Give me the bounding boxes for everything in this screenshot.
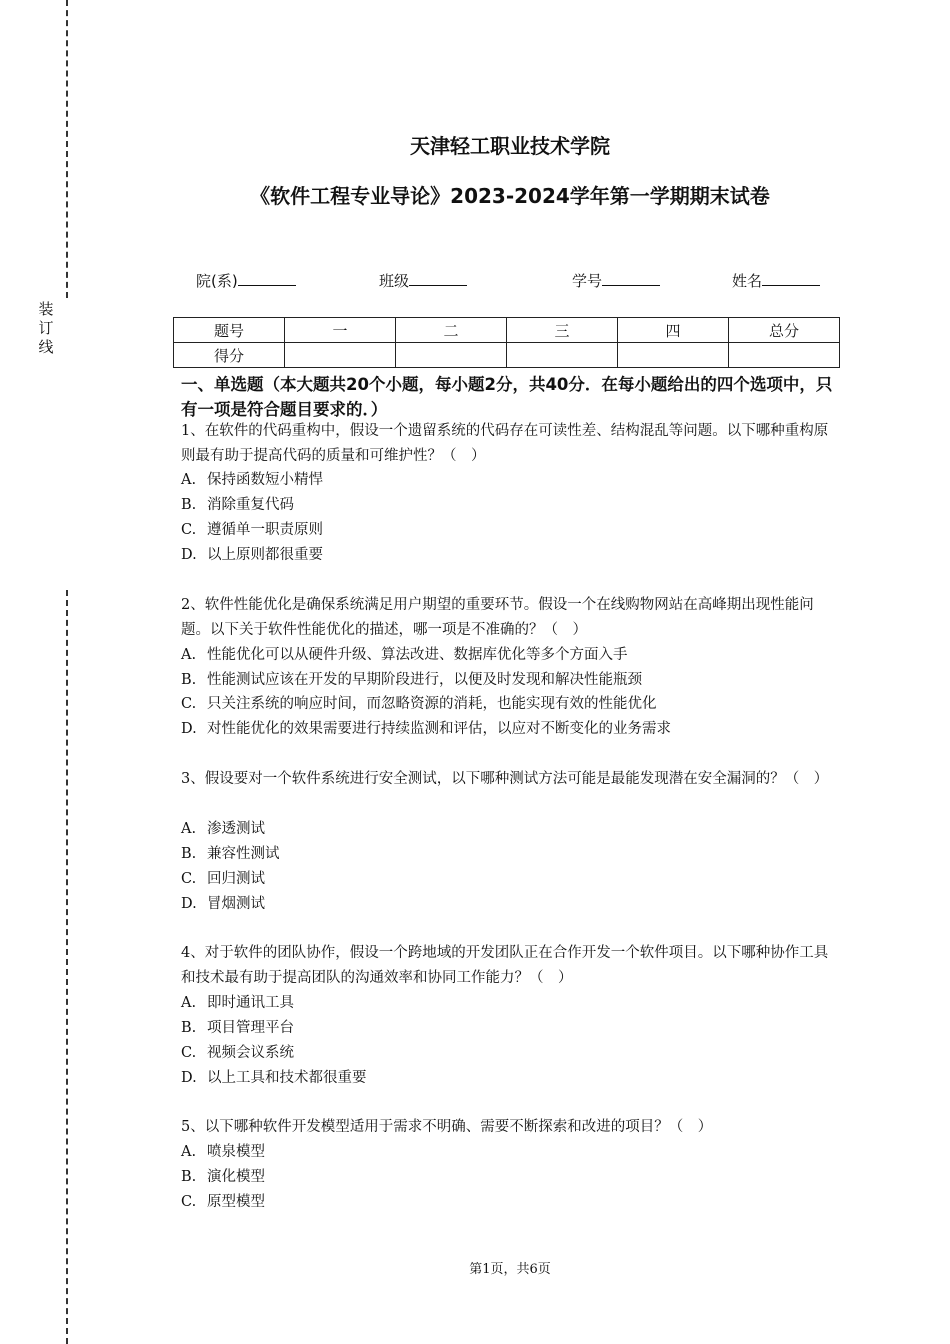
score-table	[173, 317, 840, 368]
section-heading: 一、单选题（本大题共20个小题，每小题2分，共40分．在每小题给出的四个选项中，只有一项是符合题目要求的．）	[181, 375, 833, 419]
school-title: 天津轻工职业技术学院	[410, 134, 610, 158]
binding-label	[36, 300, 56, 357]
class-blank[interactable]	[409, 271, 467, 286]
option[interactable]	[181, 842, 280, 867]
option-letter: B.	[181, 672, 197, 688]
option[interactable]	[181, 991, 294, 1016]
option-text: 渗透测试	[207, 821, 265, 837]
score-cell: 得分	[174, 343, 285, 368]
option-letter: D.	[181, 721, 197, 737]
option-letter: B.	[181, 1020, 197, 1036]
option[interactable]	[181, 468, 323, 493]
option[interactable]	[181, 717, 671, 742]
option-letter: B.	[181, 1169, 197, 1185]
class-label: 班级	[379, 272, 410, 290]
department-blank[interactable]	[238, 271, 296, 286]
score-table-header-row	[174, 318, 840, 343]
option-text: 只关注系统的响应时间，而忽略资源的消耗，也能实现有效的性能优化	[207, 696, 657, 712]
option[interactable]	[181, 1140, 265, 1165]
option-letter: C.	[181, 1045, 197, 1061]
option-text: 原型模型	[207, 1194, 265, 1210]
binding-char: 装	[38, 300, 54, 318]
score-cell: 一	[285, 318, 396, 343]
option-letter: C.	[181, 696, 197, 712]
option[interactable]	[181, 668, 642, 693]
name-blank[interactable]	[762, 271, 820, 286]
option[interactable]	[181, 643, 628, 668]
binding-line-bottom	[66, 590, 68, 1344]
option[interactable]	[181, 1016, 294, 1041]
binding-char: 订	[38, 319, 54, 337]
score-cell: 二	[396, 318, 507, 343]
option-letter: A.	[181, 995, 197, 1011]
option-text: 对性能优化的效果需要进行持续监测和评估，以应对不断变化的业务需求	[207, 721, 671, 737]
option-letter: A.	[181, 472, 197, 488]
option-text: 遵循单一职责原则	[207, 522, 323, 538]
option-letter: C.	[181, 871, 197, 887]
student-id-blank[interactable]	[602, 271, 660, 286]
option[interactable]	[181, 518, 323, 543]
option[interactable]	[181, 692, 657, 717]
question-text: 1、在软件的代码重构中，假设一个遗留系统的代码存在可读性差、结构混乱等问题。以下哪种重构原则最有助于提高代码的质量和可维护性？（ ）	[181, 423, 829, 464]
score-cell[interactable]	[285, 343, 396, 368]
option[interactable]	[181, 867, 265, 892]
option[interactable]	[181, 1165, 265, 1190]
option-text: 以上原则都很重要	[207, 547, 323, 563]
student-id-label: 学号	[572, 272, 603, 290]
option-letter: D.	[181, 547, 197, 563]
option-text: 消除重复代码	[207, 497, 294, 513]
score-cell[interactable]	[618, 343, 729, 368]
option-letter: B.	[181, 846, 197, 862]
option-text: 视频会议系统	[207, 1045, 294, 1061]
option-text: 项目管理平台	[207, 1020, 294, 1036]
option[interactable]	[181, 1041, 294, 1066]
binding-char: 线	[38, 338, 54, 356]
option-text: 性能测试应该在开发的早期阶段进行，以便及时发现和解决性能瓶颈	[207, 672, 642, 688]
option-letter: C.	[181, 1194, 197, 1210]
option-text: 兼容性测试	[207, 846, 280, 862]
question-text: 2、软件性能优化是确保系统满足用户期望的重要环节。假设一个在线购物网站在高峰期出现性能问题。以下关于软件性能优化的描述，哪一项是不准确的？（ ）	[181, 597, 814, 638]
score-cell: 四	[618, 318, 729, 343]
option-letter: A.	[181, 1144, 197, 1160]
option-letter: D.	[181, 896, 197, 912]
class-field[interactable]	[379, 270, 467, 291]
department-label: 院(系)	[196, 272, 238, 290]
option-text: 演化模型	[207, 1169, 265, 1185]
option-text: 性能优化可以从硬件升级、算法改进、数据库优化等多个方面入手	[207, 647, 628, 663]
option-letter: C.	[181, 522, 197, 538]
name-label: 姓名	[732, 272, 763, 290]
option[interactable]	[181, 493, 294, 518]
option-text: 冒烟测试	[207, 896, 265, 912]
question-text: 4、对于软件的团队协作，假设一个跨地域的开发团队正在合作开发一个软件项目。以下哪种协作工具和技术最有助于提高团队的沟通效率和协同工作能力？（ ）	[181, 945, 829, 986]
score-cell[interactable]	[507, 343, 618, 368]
option-letter: D.	[181, 1070, 197, 1086]
option[interactable]	[181, 1066, 367, 1091]
page-number: 第1页，共6页	[469, 1262, 551, 1277]
option-text: 以上工具和技术都很重要	[207, 1070, 367, 1086]
option-letter: A.	[181, 647, 197, 663]
option[interactable]	[181, 1190, 265, 1215]
option-text: 回归测试	[207, 871, 265, 887]
option[interactable]	[181, 817, 265, 842]
score-table-score-row	[174, 343, 840, 368]
question-text: 3、假设要对一个软件系统进行安全测试，以下哪种测试方法可能是最能发现潜在安全漏洞的？（ ）	[181, 771, 829, 787]
score-cell: 题号	[174, 318, 285, 343]
option-text: 喷泉模型	[207, 1144, 265, 1160]
score-cell[interactable]	[729, 343, 840, 368]
score-cell: 三	[507, 318, 618, 343]
question-text: 5、以下哪种软件开发模型适用于需求不明确、需要不断探索和改进的项目？（ ）	[181, 1119, 713, 1135]
option-text: 保持函数短小精悍	[207, 472, 323, 488]
name-field[interactable]	[732, 270, 820, 291]
score-cell: 总分	[729, 318, 840, 343]
score-cell[interactable]	[396, 343, 507, 368]
option-text: 即时通讯工具	[207, 995, 294, 1011]
option[interactable]	[181, 892, 265, 917]
exam-title: 《软件工程专业导论》2023-2024学年第一学期期末试卷	[250, 184, 770, 208]
department-field[interactable]	[196, 270, 296, 291]
option-letter: A.	[181, 821, 197, 837]
option[interactable]	[181, 543, 323, 568]
option-letter: B.	[181, 497, 197, 513]
student-id-field[interactable]	[572, 270, 660, 291]
